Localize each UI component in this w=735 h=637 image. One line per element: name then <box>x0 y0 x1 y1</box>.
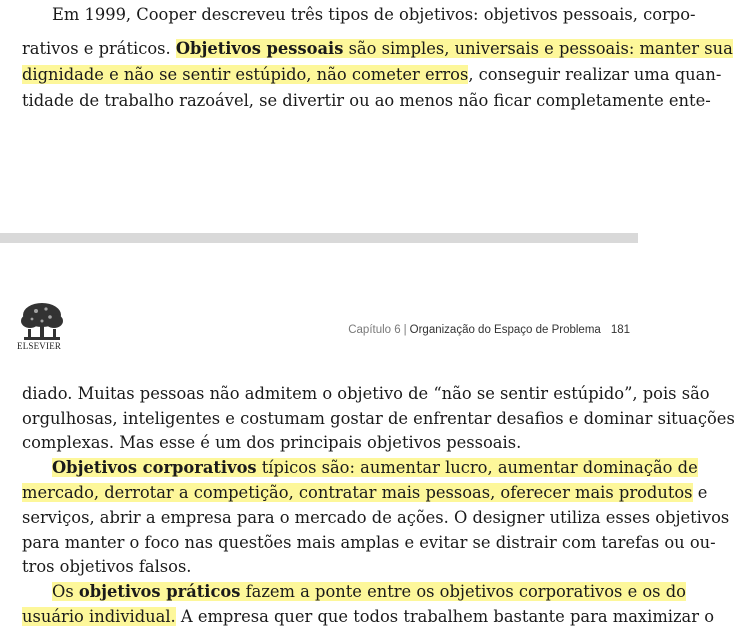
text-line: tros objetivos falsos. <box>22 557 192 576</box>
page-separator <box>0 233 638 243</box>
highlight: Objetivos pessoais são simples, universais e pessoais: manter sua <box>175 39 733 58</box>
elsevier-logo-text: ELSEVIER <box>17 341 62 351</box>
text-line: para manter o foco nas questões mais amplas e evitar se distrair com tarefas ou ou- <box>22 533 716 552</box>
text-line: dignidade e não se sentir estúpido, não cometer erros, conseguir realizar uma quan- <box>22 65 722 84</box>
text-line <box>52 457 698 479</box>
text-line: tidade de trabalho razoável, se divertir ou ao menos não ficar completamente ente- <box>22 91 711 110</box>
highlight: Objetivos corporativos típicos são: aumentar lucro, aumentar dominação de <box>52 458 698 477</box>
text-line: complexas. Mas esse é um dos principais objetivos pessoais. <box>22 433 522 452</box>
text-line: mercado, derrotar a competição, contratar mais pessoas, oferecer mais produtos e <box>22 483 708 502</box>
highlight: dignidade e não se sentir estúpido, não cometer erros <box>22 65 469 84</box>
header-separator: | <box>403 324 407 336</box>
text-line: rativos e práticos. Objetivos pessoais são simples, universais e pessoais: manter sua <box>22 39 733 58</box>
highlight: Os objetivos práticos fazem a ponte entre os objetivos corporativos e os do <box>52 582 686 601</box>
text-line: orgulhosas, inteligentes e costumam gostar de enfrentar desafios e dominar situações <box>22 409 735 428</box>
highlight: mercado, derrotar a competição, contratar mais pessoas, oferecer mais produtos <box>22 483 693 502</box>
highlight: usuário individual. <box>22 607 176 626</box>
text-line: usuário individual. A empresa quer que todos trabalhem bastante para maximizar o <box>22 607 715 626</box>
text-line: serviços, abrir a empresa para o mercado de ações. O designer utiliza esses objetivos <box>22 508 730 527</box>
chapter-label: Capítulo 6 <box>348 324 401 336</box>
text-line: diado. Muitas pessoas não admitem o objetivo de “não se sentir estúpido”, pois são <box>22 384 710 403</box>
running-header <box>348 324 630 336</box>
top-page <box>0 0 733 233</box>
section-title: Organização do Espaço de Problema <box>409 324 601 336</box>
text-line: Em 1999, Cooper descreveu três tipos de objetivos: objetivos pessoais, corpo- <box>52 5 696 24</box>
text-line <box>52 581 686 603</box>
page-number: 181 <box>610 324 630 336</box>
